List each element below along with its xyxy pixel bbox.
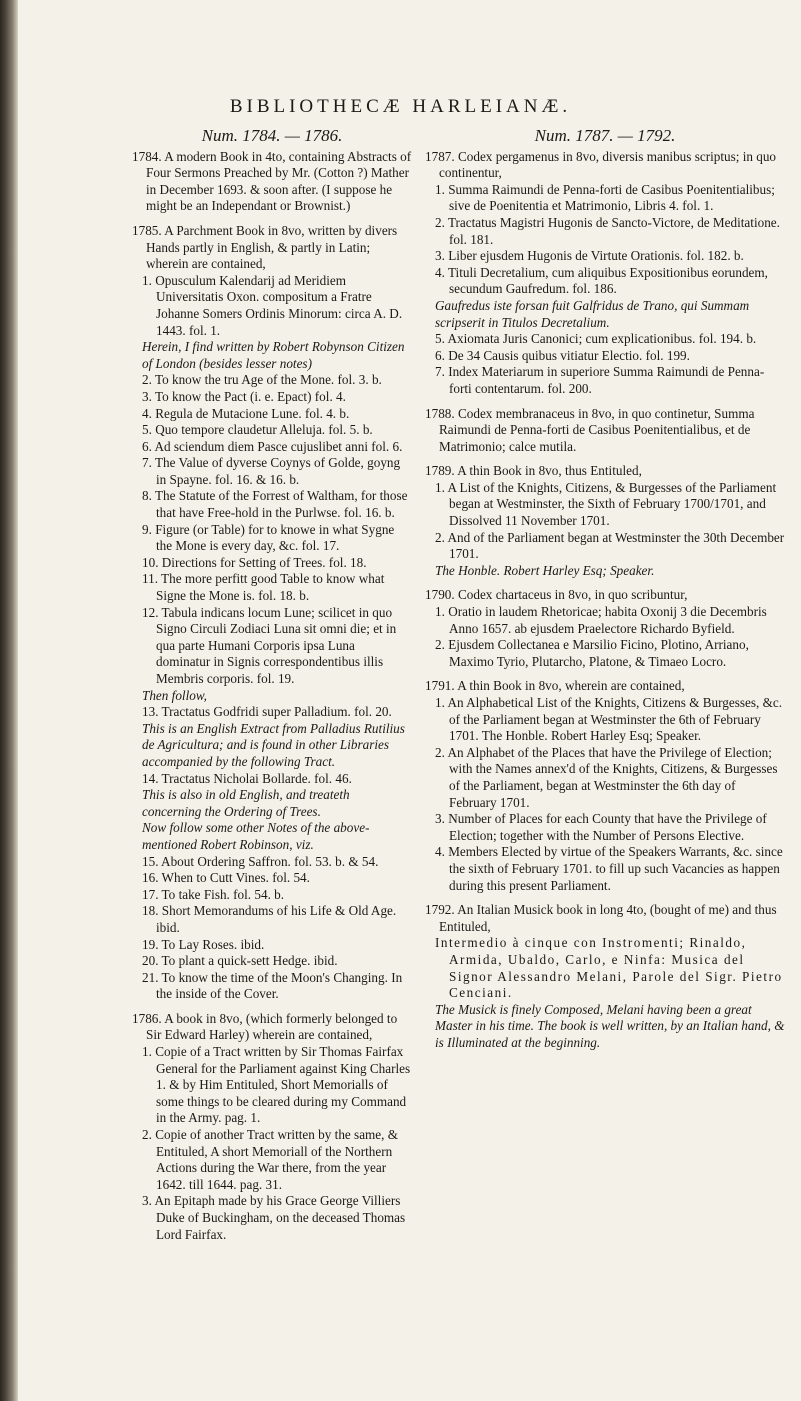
entry-1792-items xyxy=(425,935,785,1051)
list-item: 2. Tractatus Magistri Hugonis de Sancto-Victore, de Meditatione. fol. 181. xyxy=(435,214,780,247)
list-item: 15. About Ordering Saffron. fol. 53. b. & 54. xyxy=(142,853,379,869)
list-item: 1. Summa Raimundi de Penna-forti de Casibus Poenitentialibus; sive de Poenitentia et Matrimonio, Libris 4. fol. 1. xyxy=(435,181,775,214)
list-item: 19. To Lay Roses. ibid. xyxy=(142,936,265,952)
list-item: Intermedio à cinque con Instromenti; Rinaldo, Armida, Ubaldo, Carlo, e Ninfa: Musica del Signor Alessandro Melani, Parole del Sigr. Pietro Cenciani. xyxy=(435,935,783,1001)
entry-1785-items xyxy=(132,273,412,1003)
left-number-range: Num. 1784. — 1786. xyxy=(201,126,343,145)
list-item: 13. Tractatus Godfridi super Palladium. fol. 20. xyxy=(142,704,392,720)
list-item: 1. Copie of a Tract written by Sir Thomas Fairfax General for the Parliament against King Charles 1. & by Him Entituled, Short Memorialls of some things to be cleared during my Command in the Army. pag. 1. xyxy=(142,1044,411,1126)
list-item: 14. Tractatus Nicholai Bollarde. fol. 46. xyxy=(142,770,352,786)
list-item: 17. To take Fish. fol. 54. b. xyxy=(142,886,285,902)
left-column xyxy=(132,128,412,1243)
list-item: 5. Quo tempore claudetur Alleluja. fol. 5. b. xyxy=(142,422,373,438)
right-number-range: Num. 1787. — 1792. xyxy=(534,126,676,145)
list-item: 6. Ad sciendum diem Pasce cujuslibet anni fol. 6. xyxy=(142,438,403,454)
entry-1789: 1789. A thin Book in 8vo, thus Entituled, xyxy=(425,463,642,479)
entry-1787: 1787. Codex pergamenus in 8vo, diversis manibus scriptus; in quo continentur, xyxy=(425,148,777,181)
list-note: This is also in old English, and treateth concerning the Ordering of Trees. xyxy=(142,787,350,819)
list-item: 18. Short Memorandums of his Life & Old Age. ibid. xyxy=(142,903,397,935)
list-item: 1. An Alphabetical List of the Knights, Citizens & Burgesses, &c. of the Parliament began at Westminster the 6th of February 1701. The Honble. Robert Harley Esq; Speaker. xyxy=(435,695,782,744)
entry-1789-items xyxy=(425,480,785,580)
list-note: Then follow, xyxy=(142,687,207,703)
entry-1791-items xyxy=(425,695,785,894)
list-item: 20. To plant a quick-sett Hedge. ibid. xyxy=(142,953,338,969)
list-item: 1. Oratio in laudem Rhetoricae; habita Oxonij 3 die Decembris Anno 1657. ab ejusdem Praelectore Richardo Byfield. xyxy=(435,604,767,636)
list-item: 7. The Value of dyverse Coynys of Golde, goyng in Spayne. fol. 16. & 16. b. xyxy=(142,455,401,487)
entry-1784: 1784. A modern Book in 4to, containing Abstracts of Four Sermons Preached by Mr. (Cotton ?) Mather in December 1693. & soon after. (I suppose he might be an Independant or Brownist.) xyxy=(132,148,412,214)
running-header: BIBLIOTHECÆ HARLEIANÆ. xyxy=(229,96,572,117)
list-item: 4. Members Elected by virtue of the Speakers Warrants, &c. since the sixth of February 1701. to fill up such Vacancies as happen during this present Parliament. xyxy=(435,844,783,893)
list-item: 1. Opusculum Kalendarij ad Meridiem Universitatis Oxon. compositum a Fratre Johanne Somers Ordinis Minorum: circa A. D. 1443. fol. 1. xyxy=(142,272,403,338)
entry-1790: 1790. Codex chartaceus in 8vo, in quo scribuntur, xyxy=(425,587,688,603)
list-item: 11. The more perfitt good Table to know what Signe the Mone is. fol. 18. b. xyxy=(142,571,385,604)
list-item: 5. Axiomata Juris Canonici; cum explicationibus. fol. 194. b. xyxy=(435,331,757,347)
list-item: 21. To know the time of the Moon's Changing. In the inside of the Cover. xyxy=(142,969,403,1002)
entry-1786: 1786. A book in 8vo, (which formerly belonged to Sir Edward Harley) wherein are contained, xyxy=(132,1010,398,1043)
list-note: Herein, I find written by Robert Robynson Citizen of London (besides lesser notes) xyxy=(142,339,405,371)
list-item: 1. A List of the Knights, Citizens, & Burgesses of the Parliament began at Westminster, the Sixth of February 1700/1701, and Dissolved 11 November 1701. xyxy=(435,479,777,529)
entry-1792: 1792. An Italian Musick book in long 4to, (bought of me) and thus Entituled, xyxy=(425,902,777,934)
list-item: 3. Number of Places for each County that have the Privilege of Election; together with the Number of Persons Elective. xyxy=(435,811,767,843)
list-item: 3. An Epitaph made by his Grace George Villiers Duke of Buckingham, on the deceased Thomas Lord Fairfax. xyxy=(142,1193,406,1242)
list-note: Now follow some other Notes of the above-mentioned Robert Robinson, viz. xyxy=(142,820,370,852)
right-column xyxy=(425,128,785,1051)
entry-1790-items xyxy=(425,604,785,670)
entry-1786-items xyxy=(132,1044,412,1243)
list-note: The Musick is finely Composed, Melani having been a great Master in his time. The book is well written, by an Italian hand, & is Illuminated at the beginning. xyxy=(435,1001,785,1050)
entry-1788: 1788. Codex membranaceus in 8vo, in quo continetur, Summa Raimundi de Penna-forti de Casibus Poenitentialibus, et de Matrimonio; calce mutila. xyxy=(425,405,755,454)
entry-1785: 1785. A Parchment Book in 8vo, written by divers Hands partly in English, & partly in Latin; wherein are contained, xyxy=(132,222,398,272)
list-item: 2. Copie of another Tract written by the same, & Entituled, A short Memoriall of the Northern Actions during the War there, from the year 1642. till 1644. pag. 31. xyxy=(142,1127,399,1192)
list-note: The Honble. Robert Harley Esq; Speaker. xyxy=(435,562,655,578)
list-item: 2. An Alphabet of the Places that have the Privilege of Election; with the Names annex'd of the Knights, Citizens, & Burgesses of the Parliament, began at Westminster the 6th day of February 1701. xyxy=(435,744,778,810)
list-item: 3. Liber ejusdem Hugonis de Virtute Orationis. fol. 182. b. xyxy=(435,248,744,264)
list-note: Gaufredus iste forsan fuit Galfridus de Trano, qui Summam scripserit in Titulos Decretalium. xyxy=(435,297,750,330)
list-item: 2. And of the Parliament began at Westminster the 30th December 1701. xyxy=(435,529,785,562)
list-item: 4. Tituli Decretalium, cum aliquibus Expositionibus eorundem, secundum Gaufredum. fol. 186. xyxy=(435,264,768,297)
list-item: 7. Index Materiarum in superiore Summa Raimundi de Penna-forti contentarum. fol. 200. xyxy=(435,364,765,396)
list-item: 8. The Statute of the Forrest of Waltham, for those that have Free-hold in the Purlwse. fol. 16. b. xyxy=(142,488,408,521)
list-item: 4. Regula de Mutacione Lune. fol. 4. b. xyxy=(142,405,350,421)
book-binding-edge xyxy=(0,0,18,1401)
list-item: 9. Figure (or Table) for to knowe in what Sygne the Mone is every day, &c. fol. 17. xyxy=(142,521,395,554)
entry-1791: 1791. A thin Book in 8vo, wherein are contained, xyxy=(425,678,685,694)
list-note: This is an English Extract from Palladius Rutilius de Agricultura; and is found in other Libraries accompanied by the following Tract. xyxy=(142,720,405,769)
list-item: 2. Ejusdem Collectanea e Marsilio Ficino, Plotino, Arriano, Maximo Tyrio, Plutarcho, Platone, & Timaeo Locro. xyxy=(435,637,749,669)
entry-1787-items xyxy=(425,182,785,398)
list-item: 12. Tabula indicans locum Lune; scilicet in quo Signo Circuli Zodiaci Luna sit omni die; et in qua parte Humani Corporis ipsa Luna dominatur in Signis correspondentibus illis Membris corporis. fol. 19. xyxy=(142,604,397,686)
list-item: 3. To know the Pact (i. e. Epact) fol. 4. xyxy=(142,388,346,404)
list-item: 6. De 34 Causis quibus vitiatur Electio. fol. 199. xyxy=(435,347,690,363)
list-item: 16. When to Cutt Vines. fol. 54. xyxy=(142,870,310,886)
list-item: 10. Directions for Setting of Trees. fol. 18. xyxy=(142,554,367,570)
list-item: 2. To know the tru Age of the Mone. fol. 3. b. xyxy=(142,372,382,388)
